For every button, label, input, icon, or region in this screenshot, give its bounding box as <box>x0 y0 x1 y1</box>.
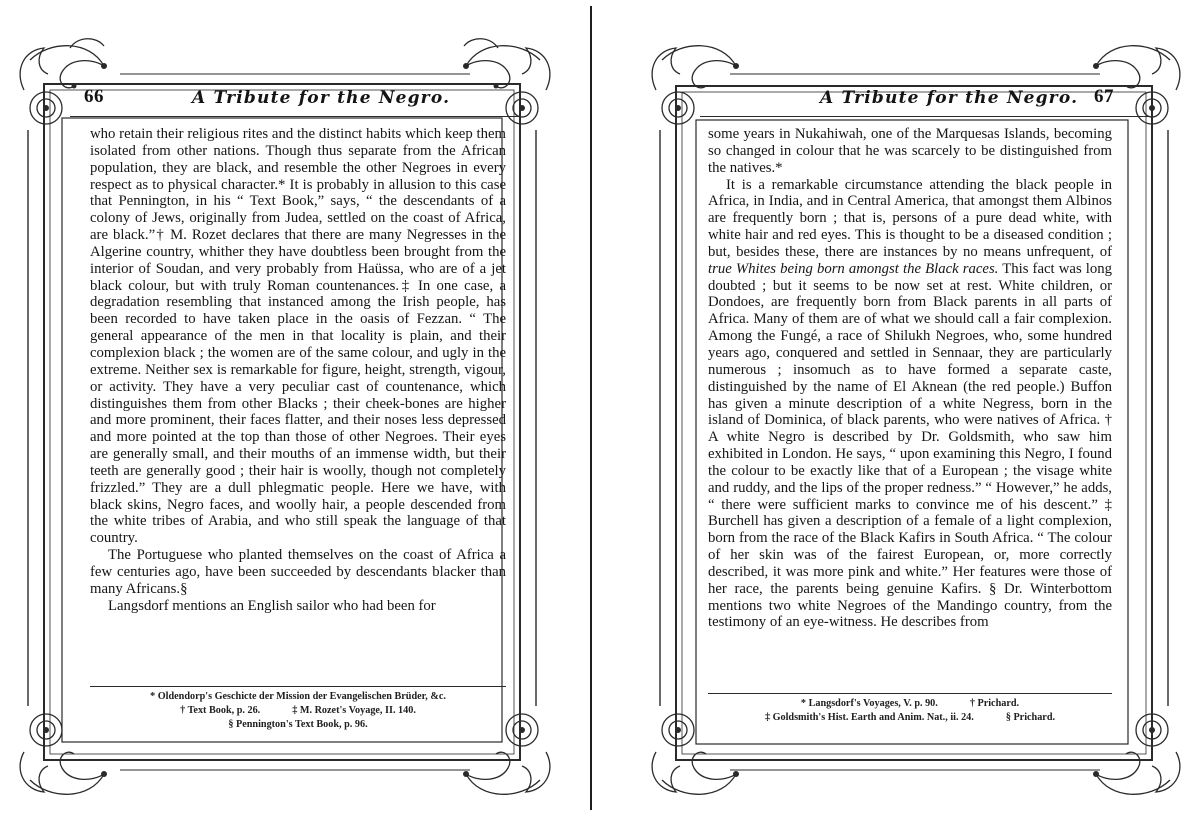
footnote: † Prichard. <box>969 698 1020 709</box>
paragraph <box>708 177 1112 632</box>
page-header <box>700 86 1150 114</box>
footnote: § Pennington's Text Book, p. 96. <box>228 719 368 730</box>
footnote: ‡ Goldsmith's Hist. Earth and Anim. Nat., ii. 24. <box>764 712 974 723</box>
page-number: 67 <box>1094 86 1114 107</box>
body-text <box>708 126 1112 631</box>
page-number: 66 <box>84 86 104 107</box>
right-page <box>600 0 1200 816</box>
footnote: * Oldendorp's Geschicte der Mission der Evangelischen Brüder, &c. <box>150 691 446 702</box>
paragraph: some years in Nukahiwah, one of the Marquesas Islands, becoming so changed in colour that he was scarcely to be distinguished from the natives.* <box>708 126 1112 176</box>
footnote-rule <box>90 686 506 687</box>
paragraph: who retain their religious rites and the distinct habits which keep them isolated from other nations. Though thus separate from the African population, they are black, and resemble the other Negroes in every respect as to physical character.* It is probably in allusion to this case that Pennington, in his “ Text Book,” says, “ the descendants of a colony of Jews, originally from Judea, settled on the coast of Africa, are black.”† M. Rozet declares that there are many Negresses in the Algerine country, whither they have doubtless been brought from the interior of Soudan, and very probably from Haüssa, who are of a jet black colour, but with truly Roman countenances.‡ In one case, a degradation resembling that instanced among the Irish people, has been recorded to have taken place in the oasis of Fezzan. “ The general appearance of the men in that locality is plain, and their complexion black ; the women are of the same colour, and ugly in the extreme. Neither sex is remarkable for figure, height, strength, vigour, or activity. They have a very peculiar cast of countenance, which distinguishes them from other Blacks ; their cheek-bones are higher and more prominent, their faces flatter, and their noses less depressed and more pointed at the top than those of other Negroes. Their eyes are generally small, and their mouths of an immense width, but their teeth are generally good ; their hair is woolly, though not completely frizzled.” They are a dull phlegmatic people. Here we have, with black skins, Negro faces, and woolly hair, a people descended from the white tribes of Arabia, and who still speak the language of that country. <box>90 126 506 547</box>
paragraph: Langsdorf mentions an English sailor who had been for <box>108 597 436 614</box>
paragraph-text: It is a remarkable circumstance attending the black people in Africa, in India, and in Central America, that amongst them Albinos are frequently born ; that is, persons of a pure dead white, with white hair and red eyes. This is thought to be a diseased condition ; but, besides these, there are instances by no means unfrequent, of <box>708 176 1112 260</box>
footnote: † Text Book, p. 26. <box>180 705 261 716</box>
header-rule <box>70 116 520 117</box>
paragraph-text: This fact was long doubted ; but it seems to be now set at rest. White children, or Dondoes, are frequently born from Black parents in all parts of Africa. Many of them are of what we should call a fair complexion. Among the Fungé, a race of Shilukh Negroes, who, some hundred years ago, conquered and settled in Sennaar, they are particularly numerous ; insomuch as to have formed a separate caste, distinguished by the name of El Aknean (the red people.) Buffon has given a minute description of a white Negress, born in the island of Dominica, of black parents, who were natives of Africa. † A white Negro is described by Dr. Goldsmith, who saw him exhibited in London. He says, “ upon examining this Negro, I found the colour to be exactly like that of a European ; the visage white and ruddy, and the lips of the proper redness.” “ However,” he adds, “ there were sufficient marks to convince me of his descent.” ‡ Burchell has given a description of a female of a light complexion, born from the race of the Black Kafirs in South Africa. “ The colour of her skin was of the fairest European, or, more correctly described, it was more pink and white.” Her features were those of her race, the parents being genuine Kafirs. § Dr. Winterbottom mentions two white Negroes of the Mandingo country, from the testimony of an eye-witness. He describes from <box>708 260 1112 631</box>
paragraph: The Portuguese who planted themselves on the coast of Africa a few centuries ago, have been succeeded by descendants blacker than many Africans.§ <box>90 547 506 597</box>
header-rule <box>700 116 1150 117</box>
running-head: A Tribute for the Negro. <box>820 88 1079 108</box>
footnote: § Prichard. <box>1005 712 1056 723</box>
footnotes <box>708 697 1112 725</box>
footnote: ‡ M. Rozet's Voyage, II. 140. <box>292 705 416 716</box>
footnote: * Langsdorf's Voyages, V. p. 90. <box>800 698 938 709</box>
emphasis-text: true Whites being born amongst the Black races. <box>708 260 999 277</box>
footnotes <box>90 690 506 732</box>
footnote-rule <box>708 693 1112 694</box>
running-head: A Tribute for the Negro. <box>192 88 451 108</box>
page-header <box>70 86 520 114</box>
body-text <box>90 126 506 614</box>
